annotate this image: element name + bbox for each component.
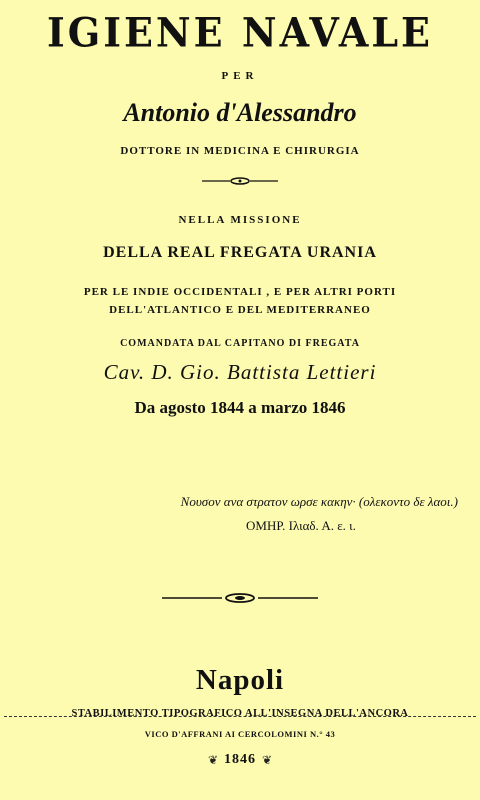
printer-address: VICO D'AFFRANI AI CERCOLOMINI N.° 43	[144, 729, 336, 739]
publication-year: 1846	[224, 752, 256, 767]
publication-city: Napoli	[195, 664, 285, 696]
command-label: COMANDATA DAL CAPITANO DI FREGATA	[120, 338, 360, 349]
captain-name: Cav. D. Gio. Battista Lettieri	[103, 360, 377, 384]
ornamental-divider	[0, 176, 480, 186]
greek-epigraph: Νουσον ανα στρατον ωρσε κακην· (ολεκοντο δε λαοι.)	[180, 494, 458, 509]
book-title: IGIENE NAVALE	[46, 8, 434, 57]
mission-dates: Da agosto 1844 a marzo 1846	[134, 398, 346, 417]
printer-name: STABILIMENTO TIPOGRAFICO ALL'INSEGNA DELL'ANCORA	[71, 708, 409, 719]
year-line	[0, 752, 480, 768]
author-name: Antonio d'Alessandro	[123, 98, 357, 127]
author-degree: DOTTORE IN MEDICINA E CHIRURGIA	[120, 145, 360, 157]
long-ornamental-divider	[0, 592, 480, 604]
epigraph-citation: ΟΜΗΡ. Ιλιαδ. Α. ε. ι.	[246, 518, 356, 533]
per-label: PER	[221, 70, 259, 82]
frigate-name: DELLA REAL FREGATA URANIA	[103, 244, 377, 261]
flourish-right-icon: ❦	[262, 752, 273, 767]
mission-label: NELLA MISSIONE	[178, 214, 302, 226]
route-line-1: PER LE INDIE OCCIDENTALI , E PER ALTRI PORTI	[83, 286, 397, 298]
route-line-2: DELL'ATLANTICO E DEL MEDITERRANEO	[109, 304, 371, 316]
flourish-left-icon: ❦	[207, 752, 218, 767]
